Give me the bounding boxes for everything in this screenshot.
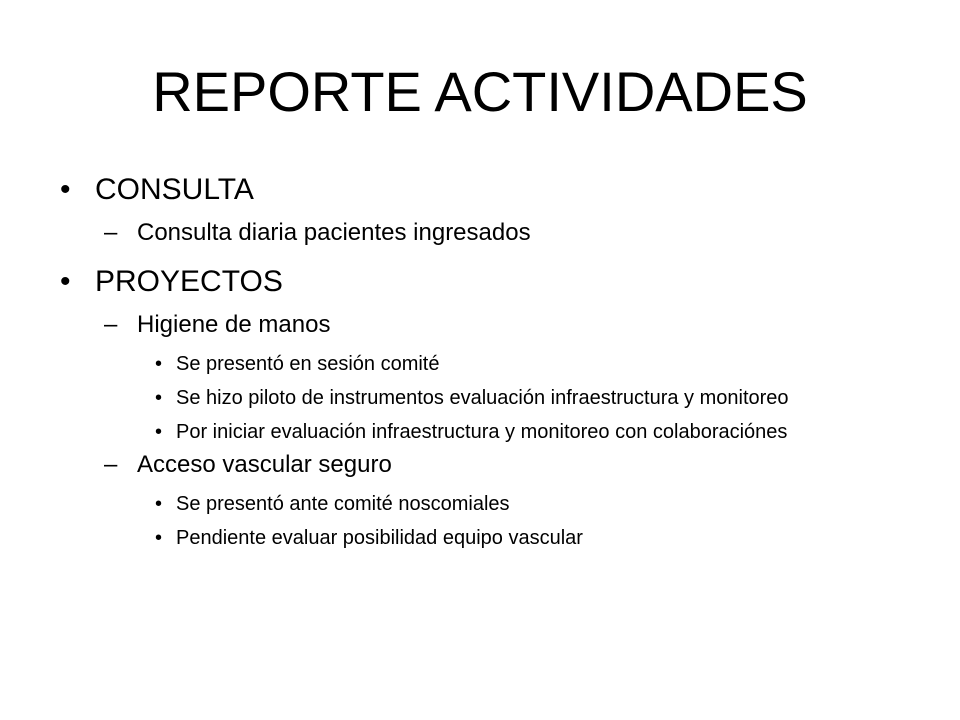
bullet-icon: • (60, 265, 71, 298)
dash-icon: – (104, 451, 118, 478)
section-heading: PROYECTOS (95, 265, 283, 298)
sub-item (60, 386, 866, 410)
list-item-text: Acceso vascular seguro (137, 451, 392, 478)
bullet-icon: • (60, 173, 71, 206)
sub-item-text: Se hizo piloto de instrumentos evaluación infraestructura y monitoreo (176, 387, 789, 409)
section-consulta (60, 168, 920, 212)
list-item-text: Higiene de manos (137, 311, 331, 338)
list-item-acceso-vascular (60, 448, 920, 482)
dash-icon: – (104, 311, 118, 338)
bullet-icon: • (155, 421, 163, 443)
sub-item-text: Por iniciar evaluación infraestructura y monitoreo con colaboraciónes (176, 421, 788, 443)
sub-item-text: Se presentó ante comité noscomiales (176, 493, 510, 515)
section-proyectos (60, 260, 920, 304)
sub-item (60, 420, 866, 444)
section-heading: CONSULTA (95, 173, 254, 206)
bullet-icon: • (155, 353, 163, 375)
bullet-icon: • (155, 387, 163, 409)
list-item-consulta-diaria (60, 216, 920, 250)
sub-item-text: Pendiente evaluar posibilidad equipo vascular (176, 527, 583, 549)
sub-item (60, 352, 866, 376)
sub-item-text: Se presentó en sesión comité (176, 353, 440, 375)
list-item-text: Consulta diaria pacientes ingresados (137, 219, 531, 246)
slide-content (60, 168, 920, 550)
sub-item (60, 526, 866, 550)
slide-title: REPORTE ACTIVIDADES (152, 60, 808, 123)
list-item-higiene-de-manos (60, 308, 920, 342)
sub-item (60, 492, 866, 516)
bullet-icon: • (155, 527, 163, 549)
bullet-icon: • (155, 493, 163, 515)
dash-icon: – (104, 219, 118, 246)
